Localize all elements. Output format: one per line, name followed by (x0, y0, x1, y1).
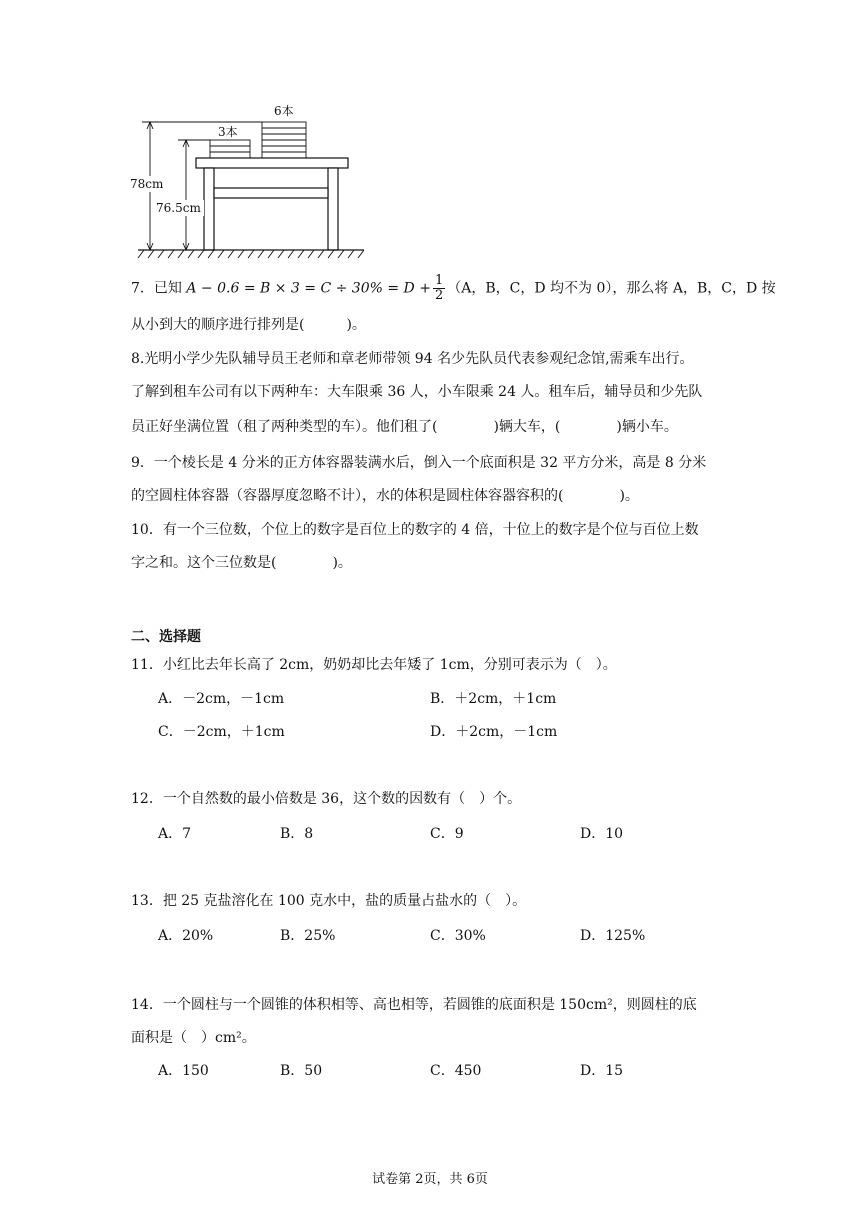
book-stack-6 (262, 122, 306, 158)
q14-option-a[interactable]: A．150 (158, 1063, 209, 1079)
label-765cm: 76.5cm (156, 201, 201, 215)
table-crossbar (214, 188, 328, 198)
table-diagram (128, 102, 364, 262)
q7-frac-num: 1 (434, 273, 444, 288)
q13-option-b[interactable]: B．25% (280, 928, 336, 944)
q13-option-d[interactable]: D．125% (580, 928, 646, 944)
table-books-figure (128, 102, 364, 262)
ground-hatch (138, 250, 364, 258)
label-6ben: 6本 (274, 104, 294, 118)
table-leg-left (204, 168, 214, 250)
section-title-2: 二、选择题 (131, 629, 201, 645)
q11-option-d[interactable]: D．＋2cm，－1cm (430, 724, 558, 740)
q14-option-d[interactable]: D．15 (580, 1063, 624, 1079)
q12-option-b[interactable]: B．8 (280, 826, 314, 842)
q12-stem: 12．一个自然数的最小倍数是 36，这个数的因数有（ ）个。 (131, 791, 522, 807)
q7-suffix: （A，B，C，D 均不为 0），那么将 A，B，C，D 按 (447, 280, 776, 297)
q12-option-a[interactable]: A．7 (158, 826, 192, 842)
q10-line2: 字之和。这个三位数是( )。 (131, 555, 352, 571)
q12-option-d[interactable]: D．10 (580, 826, 624, 842)
label-78cm: 78cm (130, 177, 164, 191)
q13-option-a[interactable]: A．20% (158, 928, 214, 944)
q7-frac-den: 2 (434, 288, 444, 303)
q8-line3: 员正好坐满位置（租了两种类型的车）。他们租了( )辆大车，( )辆小车。 (131, 419, 678, 435)
q13-option-c[interactable]: C．30% (430, 928, 486, 944)
q9-line1: 9．一个棱长是 4 分米的正方体容器装满水后，倒入一个底面积是 32 平方分米，高是 8 分米 (131, 455, 707, 471)
table-leg-right (328, 168, 338, 250)
q7-prefix: 7．已知 (131, 280, 182, 297)
q8-line1: 8.光明小学少先队辅导员王老师和章老师带领 94 名少先队员代表参观纪念馆,需乘车出行。 (131, 351, 694, 367)
page-footer: 试卷第 2页，共 6页 (372, 1172, 488, 1187)
q12-option-c[interactable]: C．9 (430, 826, 464, 842)
q11-option-b[interactable]: B．＋2cm，＋1cm (430, 691, 557, 707)
q13-stem: 13．把 25 克盐溶化在 100 克水中，盐的质量占盐水的（ ）。 (131, 893, 527, 909)
q7-line1 (131, 274, 776, 303)
book-stack-3 (210, 140, 250, 158)
q11-option-c[interactable]: C．－2cm，＋1cm (158, 724, 285, 740)
q7-fraction (433, 274, 445, 303)
q11-stem: 11．小红比去年长高了 2cm，奶奶却比去年矮了 1cm，分别可表示为（ ）。 (131, 657, 617, 673)
q7-line2: 从小到大的顺序进行排列是( )。 (131, 317, 366, 333)
q14-line1: 14．一个圆柱与一个圆锥的体积相等、高也相等，若圆锥的底面积是 150cm²，则圆柱的底 (131, 997, 697, 1013)
table-top (196, 158, 348, 168)
q14-option-c[interactable]: C．450 (430, 1063, 482, 1079)
q9-line2: 的空圆柱体容器（容器厚度忽略不计），水的体积是圆柱体容器容积的( )。 (131, 488, 639, 504)
q10-line1: 10．有一个三位数，个位上的数字是百位上的数字的 4 倍，十位上的数字是个位与百位上数 (131, 522, 699, 538)
q8-line2: 了解到租车公司有以下两种车：大车限乘 36 人，小车限乘 24 人。租车后，辅导员和少先队 (131, 384, 703, 400)
q14-option-b[interactable]: B．50 (280, 1063, 323, 1079)
label-3ben: 3本 (218, 125, 238, 139)
q14-line2: 面积是（ ）cm²。 (131, 1030, 256, 1046)
q11-option-a[interactable]: A．－2cm，－1cm (158, 691, 285, 707)
q7-formula: A − 0.6 = B × 3 = C ÷ 30% = D + (186, 280, 431, 297)
